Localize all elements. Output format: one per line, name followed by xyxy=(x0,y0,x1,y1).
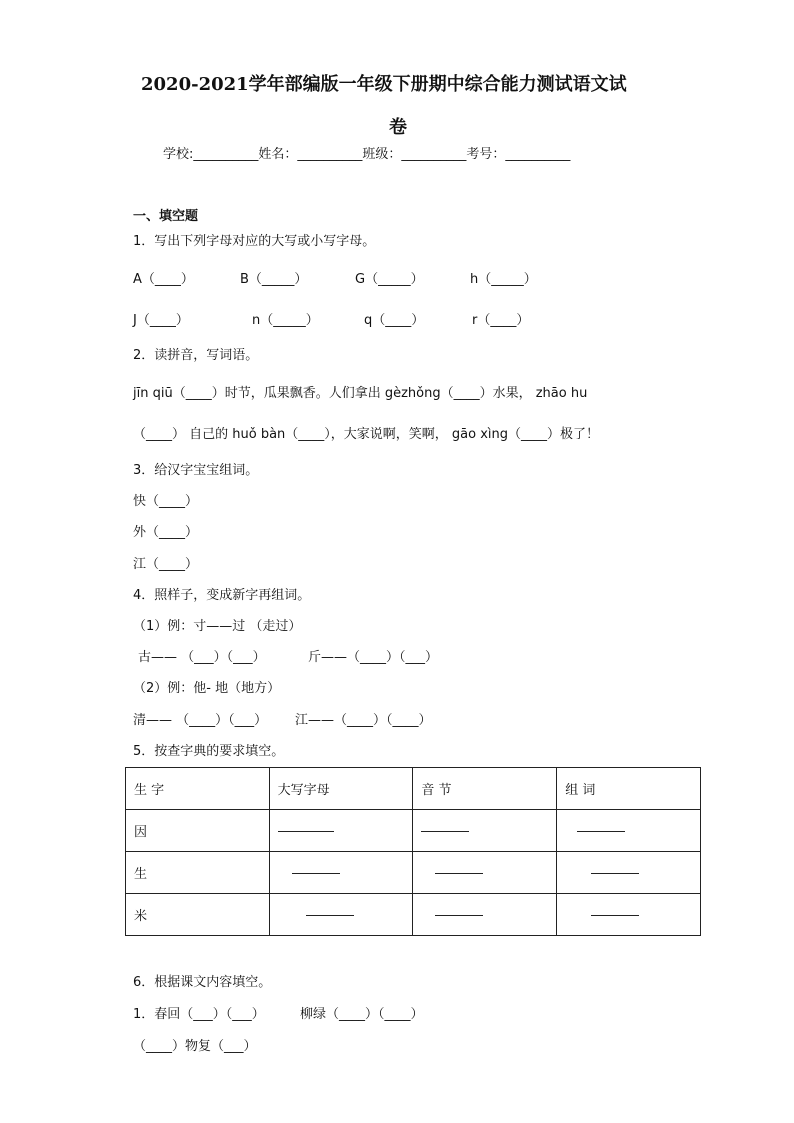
header-capital-letter: 大写字母 xyxy=(269,768,413,810)
table-header-row xyxy=(126,768,701,810)
q4-item-jiang[interactable]: 江——（____）（____） xyxy=(295,713,432,728)
word-blank[interactable] xyxy=(557,810,701,852)
syllable-blank[interactable] xyxy=(413,894,557,936)
q1-item-h[interactable]: h（_____） xyxy=(470,272,537,287)
q6-item-chunhui[interactable]: 1．春回（___）（___） xyxy=(133,1007,265,1022)
q1-item-n[interactable]: n（_____） xyxy=(252,313,319,328)
word-blank[interactable] xyxy=(557,894,701,936)
q1-item-A[interactable]: A（____） xyxy=(133,272,194,287)
word-blank[interactable] xyxy=(557,852,701,894)
q4-item-gu[interactable]: 古—— （___）（___） xyxy=(138,650,266,665)
section-fill-blank-heading: 一、填空题 xyxy=(133,209,199,224)
q4-item-qing[interactable]: 清—— （____）（___） xyxy=(133,713,268,728)
syllable-blank[interactable] xyxy=(413,852,557,894)
exam-title-line1: 2020-2021学年部编版一年级下册期中综合能力测试语文试 xyxy=(141,74,627,95)
q1-item-B[interactable]: B（_____） xyxy=(240,272,308,287)
q3-item-jiang[interactable]: 江（____） xyxy=(133,557,199,572)
table-row xyxy=(126,852,701,894)
q3-item-wai[interactable]: 外（____） xyxy=(133,525,199,540)
question-6-prompt: 6．根据课文内容填空。 xyxy=(133,975,272,990)
q1-item-J[interactable]: J（____） xyxy=(133,313,189,328)
question-4-prompt: 4．照样子，变成新字再组词。 xyxy=(133,588,311,603)
q1-item-r[interactable]: r（____） xyxy=(472,313,530,328)
q3-item-kuai[interactable]: 快（____） xyxy=(133,494,199,509)
q2-pinyin-line-1[interactable]: jīn qiū（____）时节，瓜果飘香。人们拿出 gèzhǒng（____）水果， zhāo hu xyxy=(133,386,588,401)
q1-item-G[interactable]: G（_____） xyxy=(355,272,424,287)
q6-item-liulv[interactable]: 柳绿（____）（____） xyxy=(300,1007,424,1022)
table-row xyxy=(126,894,701,936)
q6-item-wufu[interactable]: （____）物复（___） xyxy=(133,1039,257,1054)
question-3-prompt: 3．给汉字宝宝组词。 xyxy=(133,463,259,478)
header-character: 生 字 xyxy=(126,768,270,810)
syllable-blank[interactable] xyxy=(413,810,557,852)
question-5-prompt: 5．按查字典的要求填空。 xyxy=(133,744,285,759)
q2-pinyin-line-2[interactable]: （____） 自己的 huǒ bàn（____），大家说啊，笑啊， gāo xìng（____）极了！ xyxy=(133,427,600,442)
q4-item-jin[interactable]: 斤——（____）（___） xyxy=(308,650,439,665)
exam-title-line2: 卷 xyxy=(389,117,407,138)
row-character: 米 xyxy=(126,894,270,936)
dictionary-table xyxy=(125,767,701,936)
header-word: 组 词 xyxy=(557,768,701,810)
q1-item-q[interactable]: q（____） xyxy=(364,313,425,328)
capital-letter-blank[interactable] xyxy=(269,852,413,894)
capital-letter-blank[interactable] xyxy=(269,894,413,936)
header-syllable: 音 节 xyxy=(413,768,557,810)
q4-example-2: （2）例：他- 地（地方） xyxy=(133,681,281,696)
capital-letter-blank[interactable] xyxy=(269,810,413,852)
table-row xyxy=(126,810,701,852)
row-character: 生 xyxy=(126,852,270,894)
student-info-line: 学校:__________姓名：__________班级：__________考号：__________ xyxy=(163,147,571,162)
question-1-prompt: 1．写出下列字母对应的大写或小写字母。 xyxy=(133,234,376,249)
question-2-prompt: 2．读拼音，写词语。 xyxy=(133,348,259,363)
q4-example-1: （1）例：寸——过 （走过） xyxy=(133,619,302,634)
row-character: 因 xyxy=(126,810,270,852)
